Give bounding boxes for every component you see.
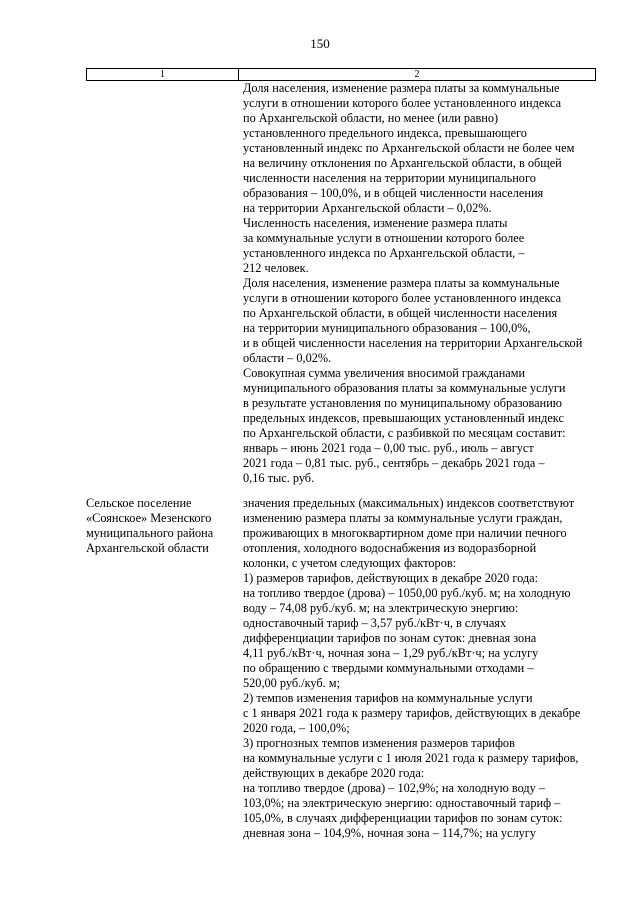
- tariff-factors-text-line: значения предельных (максимальных) индексов соответствуют: [243, 496, 575, 510]
- indicators-text-line: Совокупная сумма увеличения вносимой гражданами: [243, 366, 526, 380]
- tariff-factors-text-line: действующих в декабре 2020 года:: [243, 766, 425, 780]
- tariff-factors-text-line: одноставочный тариф – 3,57 руб./кВт·ч, в случаях: [243, 616, 507, 630]
- indicators-text-line: январь – июнь 2021 года – 0,00 тыс. руб., июль – август: [243, 441, 534, 455]
- indicators-text-line: по Архангельской области, с разбивкой по месяцам составит:: [243, 426, 566, 440]
- municipality-name-line: Сельское поселение: [86, 496, 192, 510]
- tariff-factors-text-line: на топливо твердое (дрова) – 102,9%; на холодную воду –: [243, 781, 545, 795]
- indicators-text-line: установленного индекса по Архангельской области, –: [243, 246, 525, 260]
- tariff-factors-text-line: отопления, холодного водоснабжения из водоразборной: [243, 541, 537, 555]
- indicators-text-line: по Архангельской области, но менее (или равно): [243, 111, 499, 125]
- municipality-name: [86, 496, 238, 556]
- indicators-text-line: образования – 100,0%, и в общей численности населения: [243, 186, 544, 200]
- tariff-factors-text-line: с 1 января 2021 года к размеру тарифов, действующих в декабре: [243, 706, 581, 720]
- tariff-factors-text-line: на топливо твердое (дрова) – 1050,00 руб./куб. м; на холодную: [243, 586, 571, 600]
- tariff-factors-text-line: 103,0%; на электрическую энергию: одноставочный тариф –: [243, 796, 561, 810]
- indicators-text-line: на территории муниципального образования – 100,0%,: [243, 321, 531, 335]
- indicators-text-line: на величину отклонения по Архангельской области, в общей: [243, 156, 562, 170]
- indicators-text-line: установленного предельного индекса, превышающего: [243, 126, 527, 140]
- indicators-text-line: в результате установления по муниципальному образованию: [243, 396, 562, 410]
- tariff-factors-text-line: 2) темпов изменения тарифов на коммунальные услуги: [243, 691, 533, 705]
- indicators-text-block: [243, 81, 599, 486]
- tariff-factors-text-line: 520,00 руб./куб. м;: [243, 676, 340, 690]
- municipality-name-line: муниципального района: [86, 526, 214, 540]
- indicators-text-line: предельных индексов, превышающих установленный индекс: [243, 411, 564, 425]
- indicators-text-line: области – 0,02%.: [243, 351, 332, 365]
- tariff-factors-text-line: изменению размера платы за коммунальные услуги граждан,: [243, 511, 563, 525]
- tariff-factors-text-line: проживающих в многоквартирном доме при наличии печного: [243, 526, 567, 540]
- municipality-name-line: «Соянское» Мезенского: [86, 511, 212, 525]
- indicators-text-line: услуги в отношении которого более установленного индекса: [243, 96, 562, 110]
- tariff-factors-text-line: воду – 74,08 руб./куб. м; на электрическую энергию:: [243, 601, 519, 615]
- tariff-factors-text-line: 1) размеров тарифов, действующих в декабре 2020 года:: [243, 571, 539, 585]
- indicators-text-line: 0,16 тыс. руб.: [243, 471, 315, 485]
- table-header-row: [86, 68, 596, 81]
- indicators-text-line: на территории Архангельской области – 0,02%.: [243, 201, 492, 215]
- tariff-factors-text-line: 3) прогнозных темпов изменения размеров тарифов: [243, 736, 515, 750]
- indicators-text-line: Численность населения, изменение размера платы: [243, 216, 508, 230]
- tariff-factors-text-line: 2020 года, – 100,0%;: [243, 721, 350, 735]
- table-header-col1: 1: [87, 69, 239, 80]
- indicators-text-line: муниципального образования платы за коммунальные услуги: [243, 381, 566, 395]
- tariff-factors-text-line: дифференциации тарифов по зонам суток: дневная зона: [243, 631, 537, 645]
- indicators-text-line: 212 человек.: [243, 261, 309, 275]
- indicators-text-line: услуги в отношении которого более установленного индекса: [243, 291, 562, 305]
- indicators-text-line: 2021 года – 0,81 тыс. руб., сентябрь – декабрь 2021 года –: [243, 456, 545, 470]
- indicators-text-line: установленный индекс по Архангельской области не более чем: [243, 141, 575, 155]
- tariff-factors-text-line: 4,11 руб./кВт·ч, ночная зона – 1,29 руб./кВт·ч; на услугу: [243, 646, 539, 660]
- municipality-name-line: Архангельской области: [86, 541, 209, 555]
- page-number: 150: [310, 36, 330, 51]
- indicators-text-line: Доля населения, изменение размера платы за коммунальные: [243, 81, 560, 95]
- table-header-col2: 2: [414, 69, 420, 80]
- indicators-text-line: и в общей численности населения на территории Архангельской: [243, 336, 583, 350]
- tariff-factors-text-line: колонки, с учетом следующих факторов:: [243, 556, 457, 570]
- indicators-text-line: за коммунальные услуги в отношении которого более: [243, 231, 525, 245]
- indicators-text-line: Доля населения, изменение размера платы за коммунальные: [243, 276, 560, 290]
- tariff-factors-text-line: на коммунальные услуги с 1 июля 2021 года к размеру тарифов,: [243, 751, 579, 765]
- tariff-factors-text-line: дневная зона – 104,9%, ночная зона – 114,7%; на услугу: [243, 826, 536, 840]
- tariff-factors-text-block: [243, 496, 599, 841]
- tariff-factors-text-line: по обращению с твердыми коммунальными отходами –: [243, 661, 534, 675]
- indicators-text-line: по Архангельской области, в общей численности населения: [243, 306, 558, 320]
- indicators-text-line: численности населения на территории муниципального: [243, 171, 536, 185]
- tariff-factors-text-line: 105,0%, в случаях дифференциации тарифов по зонам суток:: [243, 811, 563, 825]
